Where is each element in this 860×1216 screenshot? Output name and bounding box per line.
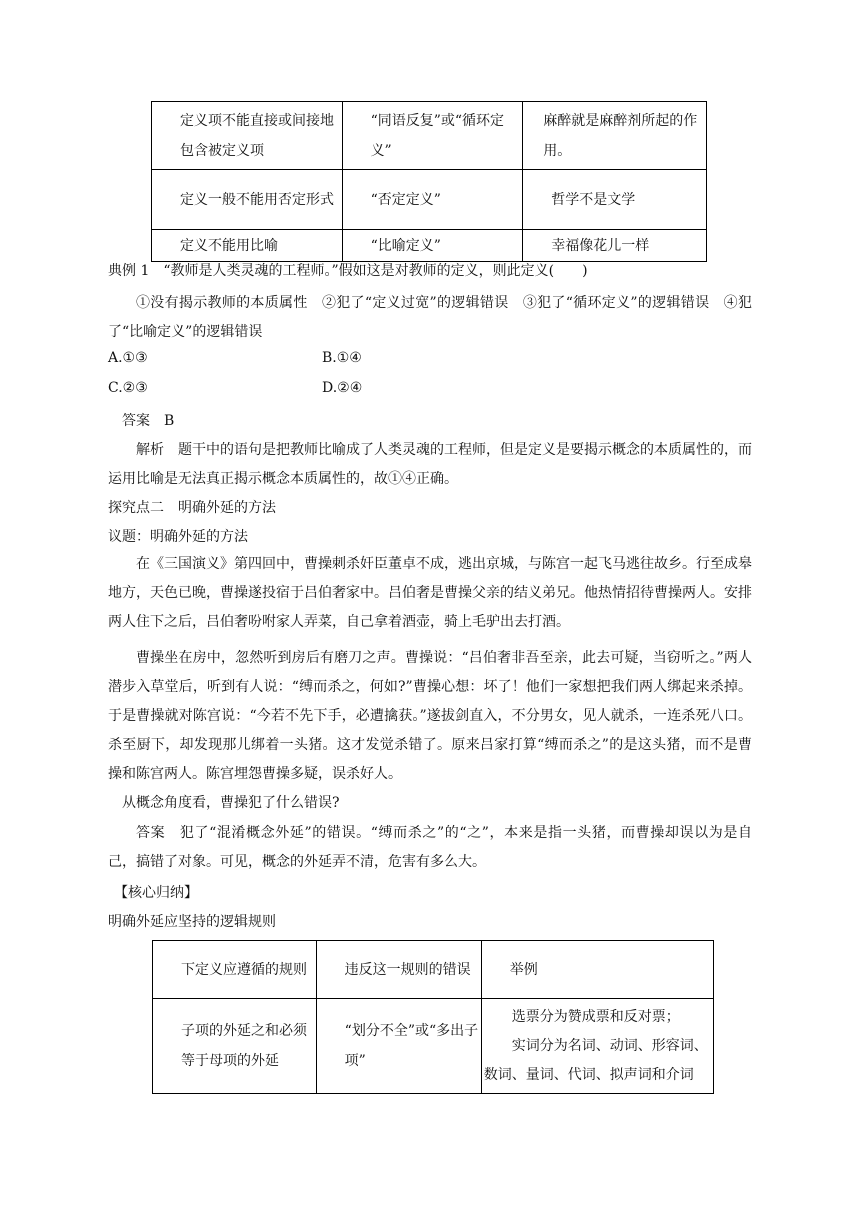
table-header-row	[153, 941, 714, 999]
example-stem: 典例 1 “教师是人类灵魂的工程师。”假如这是对教师的定义，则此定义( )	[108, 263, 588, 279]
example-statements	[108, 289, 752, 347]
rule-cell: 定义一般不能用否定形式	[152, 170, 343, 230]
story-paragraph-2: 曹操坐在房中，忽然听到房后有磨刀之声。曹操说：“吕伯奢非吾至亲，此去可疑，当窃听之。”两人潜步入草堂后，听到有人说：“缚而杀之，何如?”曹操心想：坏了！他们一家想把我们两人绑起来杀掉。于是曹操就对陈宫说：“今若不先下手，必遭擒获。”遂拔剑直入，不分男女，见人就杀，一连杀死八口。杀至厨下，却发现那儿绑着一头猪。这才发觉杀错了。原来吕家打算“缚而杀之”的是这头猪，而不是曹操和陈宫两人。陈宫埋怨曹操多疑，误杀好人。	[108, 650, 752, 782]
option-c: C.②③	[108, 380, 148, 396]
option-a: A.①③	[108, 350, 148, 366]
table-row	[152, 230, 707, 262]
header-error: 违反这一规则的错误	[316, 941, 481, 999]
statements-text: ①没有揭示教师的本质属性 ②犯了“定义过宽”的逻辑错误 ③犯了“循环定义”的逻辑错误 ④犯了“比喻定义”的逻辑错误	[108, 295, 752, 340]
topic-line: 议题：明确外延的方法	[108, 529, 248, 545]
question-answer: 答案 犯了“混淆概念外延”的错误。“缚而杀之”的“之”，本来是指一头猪，而曹操却误以为是自己，搞错了对象。可见，概念的外延弄不清，危害有多么大。	[108, 825, 752, 870]
error-cell: “划分不全”或“多出子项”	[316, 999, 481, 1094]
header-rule: 下定义应遵循的规则	[153, 941, 317, 999]
question-line: 从概念角度看，曹操犯了什么错误?	[122, 795, 340, 811]
example-line-2: 实词分为名词、动词、形容词、数词、量词、代词、拟声词和介词	[483, 1037, 708, 1083]
definition-rules-table	[151, 101, 707, 262]
table-row	[152, 102, 707, 170]
example-cell: 哲学不是文学	[523, 170, 707, 230]
example-cell	[481, 999, 713, 1094]
table-row	[153, 999, 714, 1094]
core-summary-label: 【核心归纳】	[114, 885, 198, 901]
example-answer: 答案 B	[122, 413, 175, 429]
rule-cell: 定义不能用比喻	[152, 230, 343, 262]
header-example: 举例	[481, 941, 713, 999]
rule-cell: 子项的外延之和必须等于母项的外延	[153, 999, 317, 1094]
error-cell: “比喻定义”	[342, 230, 523, 262]
example-cell: 幸福像花儿一样	[523, 230, 707, 262]
option-b: B.①④	[322, 350, 362, 366]
story-paragraph-1: 在《三国演义》第四回中，曹操刺杀奸臣董卓不成，逃出京城，与陈宫一起飞马逃往故乡。行至成皋地方，天色已晚，曹操遂投宿于吕伯奢家中。吕伯奢是曹操父亲的结义弟兄。他热情招待曹操两人。安排两人住下之后，吕伯奢吩咐家人弄菜，自己拿着酒壶，骑上毛驴出去打酒。	[108, 556, 752, 630]
extension-rules-table	[152, 940, 714, 1094]
rule-cell: 定义项不能直接或间接地包含被定义项	[152, 102, 343, 170]
section-heading: 探究点二 明确外延的方法	[108, 500, 276, 516]
example-analysis: 解析 题干中的语句是把教师比喻成了人类灵魂的工程师，但是定义是要揭示概念的本质属性的，而运用比喻是无法真正揭示概念本质属性的，故①④正确。	[108, 442, 752, 487]
example-line-1: 选票分为赞成票和反对票；	[511, 1008, 680, 1025]
example-cell: 麻醉就是麻醉剂所起的作用。	[523, 102, 707, 170]
core-summary-title: 明确外延应坚持的逻辑规则	[108, 914, 276, 930]
table-row	[152, 170, 707, 230]
option-d: D.②④	[322, 380, 363, 396]
error-cell: “否定定义”	[342, 170, 523, 230]
error-cell: “同语反复”或“循环定义”	[342, 102, 523, 170]
